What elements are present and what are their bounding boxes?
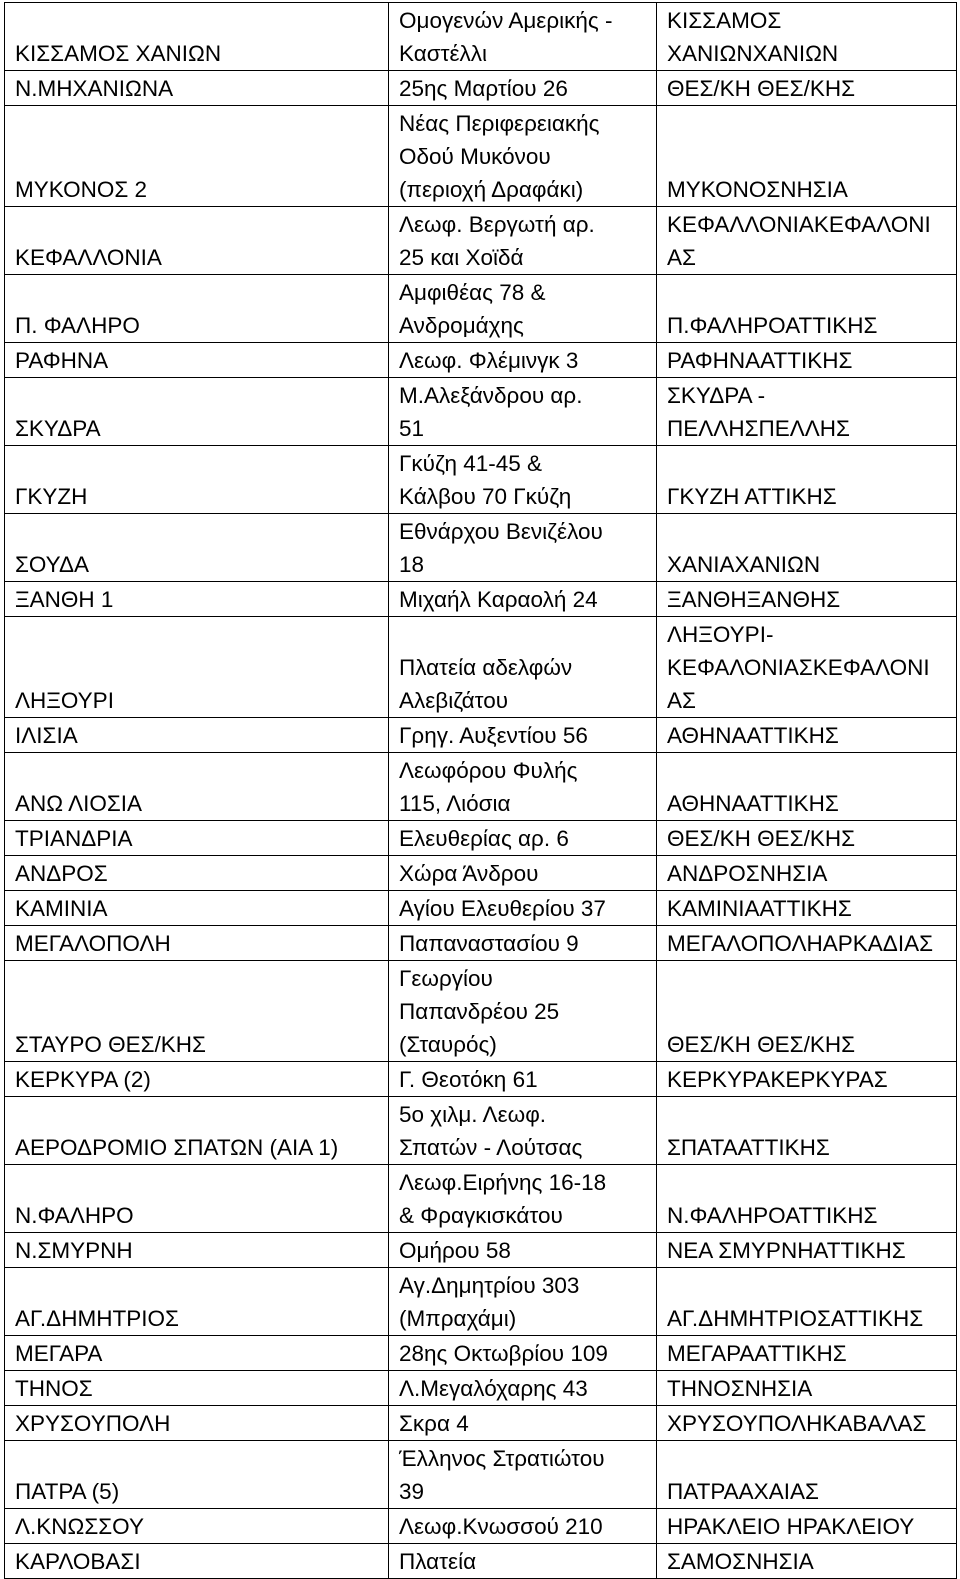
- table-row: [5, 582, 957, 617]
- area-cell: ΜΕΓΑΡΑ: [5, 1336, 389, 1371]
- address-cell: Γ. Θεοτόκη 61: [389, 1062, 657, 1097]
- table-row: [5, 1544, 957, 1579]
- area-cell: Λ.ΚΝΩΣΣΟΥ: [5, 1509, 389, 1544]
- table-row: [5, 207, 957, 275]
- address-cell: Χώρα Άνδρου: [389, 856, 657, 891]
- address-cell: Λεωφόρου Φυλής 115, Λιόσια: [389, 753, 657, 821]
- area-cell: ΑΕΡΟΔΡΟΜΙΟ ΣΠΑΤΩΝ (ΑΙΑ 1): [5, 1097, 389, 1165]
- table-row: [5, 1406, 957, 1441]
- table-row: [5, 378, 957, 446]
- table-row: [5, 961, 957, 1062]
- region-cell: ΓΚΥΖΗ ΑΤΤΙΚΗΣ: [657, 446, 957, 514]
- address-cell: Εθνάρχου Βενιζέλου 18: [389, 514, 657, 582]
- address-cell: Μιχαήλ Καραολή 24: [389, 582, 657, 617]
- region-cell: ΘΕΣ/ΚΗ ΘΕΣ/ΚΗΣ: [657, 71, 957, 106]
- table-row: [5, 856, 957, 891]
- region-cell: ΤΗΝΟΣΝΗΣΙΑ: [657, 1371, 957, 1406]
- region-cell: Π.ΦΑΛΗΡΟΑΤΤΙΚΗΣ: [657, 275, 957, 343]
- region-cell: ΑΘΗΝΑΑΤΤΙΚΗΣ: [657, 718, 957, 753]
- address-cell: Λεωφ. Φλέμινγκ 3: [389, 343, 657, 378]
- address-cell: Λεωφ.Ειρήνης 16-18 & Φραγκισκάτου: [389, 1165, 657, 1233]
- area-cell: ΠΑΤΡΑ (5): [5, 1441, 389, 1509]
- address-cell: Μ.Αλεξάνδρου αρ. 51: [389, 378, 657, 446]
- table-row: [5, 1165, 957, 1233]
- area-cell: ΚΑΡΛΟΒΑΣΙ: [5, 1544, 389, 1579]
- address-cell: Γρηγ. Αυξεντίου 56: [389, 718, 657, 753]
- table-row: [5, 275, 957, 343]
- area-cell: ΙΛΙΣΙΑ: [5, 718, 389, 753]
- area-cell: ΣΚΥΔΡΑ: [5, 378, 389, 446]
- area-cell: ΜΕΓΑΛΟΠΟΛΗ: [5, 926, 389, 961]
- table-row: [5, 1233, 957, 1268]
- region-cell: ΛΗΞΟΥΡΙ- ΚΕΦΑΛΟΝΙΑΣΚΕΦΑΛΟΝΙ ΑΣ: [657, 617, 957, 718]
- region-cell: ΘΕΣ/ΚΗ ΘΕΣ/ΚΗΣ: [657, 821, 957, 856]
- region-cell: ΘΕΣ/ΚΗ ΘΕΣ/ΚΗΣ: [657, 961, 957, 1062]
- region-cell: ΣΠΑΤΑΑΤΤΙΚΗΣ: [657, 1097, 957, 1165]
- area-cell: ΤΡΙΑΝΔΡΙΑ: [5, 821, 389, 856]
- table-row: [5, 1062, 957, 1097]
- region-cell: ΑΓ.ΔΗΜΗΤΡΙΟΣΑΤΤΙΚΗΣ: [657, 1268, 957, 1336]
- region-cell: ΗΡΑΚΛΕΙΟ ΗΡΑΚΛΕΙΟΥ: [657, 1509, 957, 1544]
- area-cell: ΡΑΦΗΝΑ: [5, 343, 389, 378]
- table-row: [5, 617, 957, 718]
- area-cell: ΑΝΔΡΟΣ: [5, 856, 389, 891]
- region-cell: ΑΘΗΝΑΑΤΤΙΚΗΣ: [657, 753, 957, 821]
- area-cell: ΚΑΜΙΝΙΑ: [5, 891, 389, 926]
- region-cell: Ν.ΦΑΛΗΡΟΑΤΤΙΚΗΣ: [657, 1165, 957, 1233]
- table-row: [5, 514, 957, 582]
- address-cell: Αγ.Δημητρίου 303 (Μπραχάμι): [389, 1268, 657, 1336]
- area-cell: ΞΑΝΘΗ 1: [5, 582, 389, 617]
- table-row: [5, 821, 957, 856]
- area-cell: ΛΗΞΟΥΡΙ: [5, 617, 389, 718]
- table-row: [5, 71, 957, 106]
- address-cell: Σκρα 4: [389, 1406, 657, 1441]
- address-cell: Έλληνος Στρατιώτου 39: [389, 1441, 657, 1509]
- table-row: [5, 1268, 957, 1336]
- table-row: [5, 1097, 957, 1165]
- table-row: [5, 343, 957, 378]
- table-row: [5, 1371, 957, 1406]
- table-row: [5, 1336, 957, 1371]
- table-row: [5, 446, 957, 514]
- table-body: [5, 3, 957, 1579]
- region-cell: ΜΕΓΑΡΑΑΤΤΙΚΗΣ: [657, 1336, 957, 1371]
- address-cell: Λεωφ.Κνωσσού 210: [389, 1509, 657, 1544]
- address-cell: 28ης Οκτωβρίου 109: [389, 1336, 657, 1371]
- region-cell: ΚΙΣΣΑΜΟΣ ΧΑΝΙΩΝΧΑΝΙΩΝ: [657, 3, 957, 71]
- table-row: [5, 926, 957, 961]
- area-cell: ΓΚΥΖΗ: [5, 446, 389, 514]
- table-row: [5, 3, 957, 71]
- address-cell: Πλατεία: [389, 1544, 657, 1579]
- area-cell: ΑΓ.ΔΗΜΗΤΡΙΟΣ: [5, 1268, 389, 1336]
- area-cell: Ν.ΜΗΧΑΝΙΩΝΑ: [5, 71, 389, 106]
- area-cell: Π. ΦΑΛΗΡΟ: [5, 275, 389, 343]
- area-cell: ΚΕΦΑΛΛΟΝΙΑ: [5, 207, 389, 275]
- region-cell: ΡΑΦΗΝΑΑΤΤΙΚΗΣ: [657, 343, 957, 378]
- region-cell: ΚΕΡΚΥΡΑΚΕΡΚΥΡΑΣ: [657, 1062, 957, 1097]
- region-cell: ΚΕΦΑΛΛΟΝΙΑΚΕΦΑΛΟΝΙ ΑΣ: [657, 207, 957, 275]
- address-cell: Ομήρου 58: [389, 1233, 657, 1268]
- address-cell: 25ης Μαρτίου 26: [389, 71, 657, 106]
- address-cell: Νέας Περιφερειακής Οδού Μυκόνου (περιοχή Δραφάκι): [389, 106, 657, 207]
- area-cell: Ν.ΣΜΥΡΝΗ: [5, 1233, 389, 1268]
- area-cell: ΚΙΣΣΑΜΟΣ ΧΑΝΙΩΝ: [5, 3, 389, 71]
- area-cell: ΧΡΥΣΟΥΠΟΛΗ: [5, 1406, 389, 1441]
- region-cell: ΝΕΑ ΣΜΥΡΝΗΑΤΤΙΚΗΣ: [657, 1233, 957, 1268]
- table-row: [5, 753, 957, 821]
- region-cell: ΣΚΥΔΡΑ - ΠΕΛΛΗΣΠΕΛΛΗΣ: [657, 378, 957, 446]
- table-row: [5, 1441, 957, 1509]
- table-row: [5, 1509, 957, 1544]
- area-cell: ΣΟΥΔΑ: [5, 514, 389, 582]
- address-cell: Γεωργίου Παπανδρέου 25 (Σταυρός): [389, 961, 657, 1062]
- table-row: [5, 106, 957, 207]
- locations-table: [4, 2, 957, 1579]
- address-cell: Ομογενών Αμερικής - Καστέλλι: [389, 3, 657, 71]
- address-cell: Αγίου Ελευθερίου 37: [389, 891, 657, 926]
- region-cell: ΚΑΜΙΝΙΑΑΤΤΙΚΗΣ: [657, 891, 957, 926]
- region-cell: ΜΕΓΑΛΟΠΟΛΗΑΡΚΑΔΙΑΣ: [657, 926, 957, 961]
- address-cell: Πλατεία αδελφών Αλεβιζάτου: [389, 617, 657, 718]
- area-cell: ΑΝΩ ΛΙΟΣΙΑ: [5, 753, 389, 821]
- document-page: [4, 2, 956, 1579]
- address-cell: Ελευθερίας αρ. 6: [389, 821, 657, 856]
- table-row: [5, 718, 957, 753]
- address-cell: Λ.Μεγαλόχαρης 43: [389, 1371, 657, 1406]
- region-cell: ΑΝΔΡΟΣΝΗΣΙΑ: [657, 856, 957, 891]
- region-cell: ΣΑΜΟΣΝΗΣΙΑ: [657, 1544, 957, 1579]
- area-cell: ΣΤΑΥΡΟ ΘΕΣ/ΚΗΣ: [5, 961, 389, 1062]
- area-cell: Ν.ΦΑΛΗΡΟ: [5, 1165, 389, 1233]
- area-cell: ΤΗΝΟΣ: [5, 1371, 389, 1406]
- region-cell: ΜΥΚΟΝΟΣΝΗΣΙΑ: [657, 106, 957, 207]
- address-cell: Λεωφ. Βεργωτή αρ. 25 και Χοϊδά: [389, 207, 657, 275]
- region-cell: ΧΡΥΣΟΥΠΟΛΗΚΑΒΑΛΑΣ: [657, 1406, 957, 1441]
- address-cell: Γκύζη 41-45 & Κάλβου 70 Γκύζη: [389, 446, 657, 514]
- region-cell: ΠΑΤΡΑΑΧΑΙΑΣ: [657, 1441, 957, 1509]
- area-cell: ΚΕΡΚΥΡΑ (2): [5, 1062, 389, 1097]
- address-cell: Αμφιθέας 78 & Ανδρομάχης: [389, 275, 657, 343]
- address-cell: 5ο χιλμ. Λεωφ. Σπατών - Λούτσας: [389, 1097, 657, 1165]
- table-row: [5, 891, 957, 926]
- region-cell: ΞΑΝΘΗΞΑΝΘΗΣ: [657, 582, 957, 617]
- region-cell: ΧΑΝΙΑΧΑΝΙΩΝ: [657, 514, 957, 582]
- area-cell: ΜΥΚΟΝΟΣ 2: [5, 106, 389, 207]
- address-cell: Παπαναστασίου 9: [389, 926, 657, 961]
